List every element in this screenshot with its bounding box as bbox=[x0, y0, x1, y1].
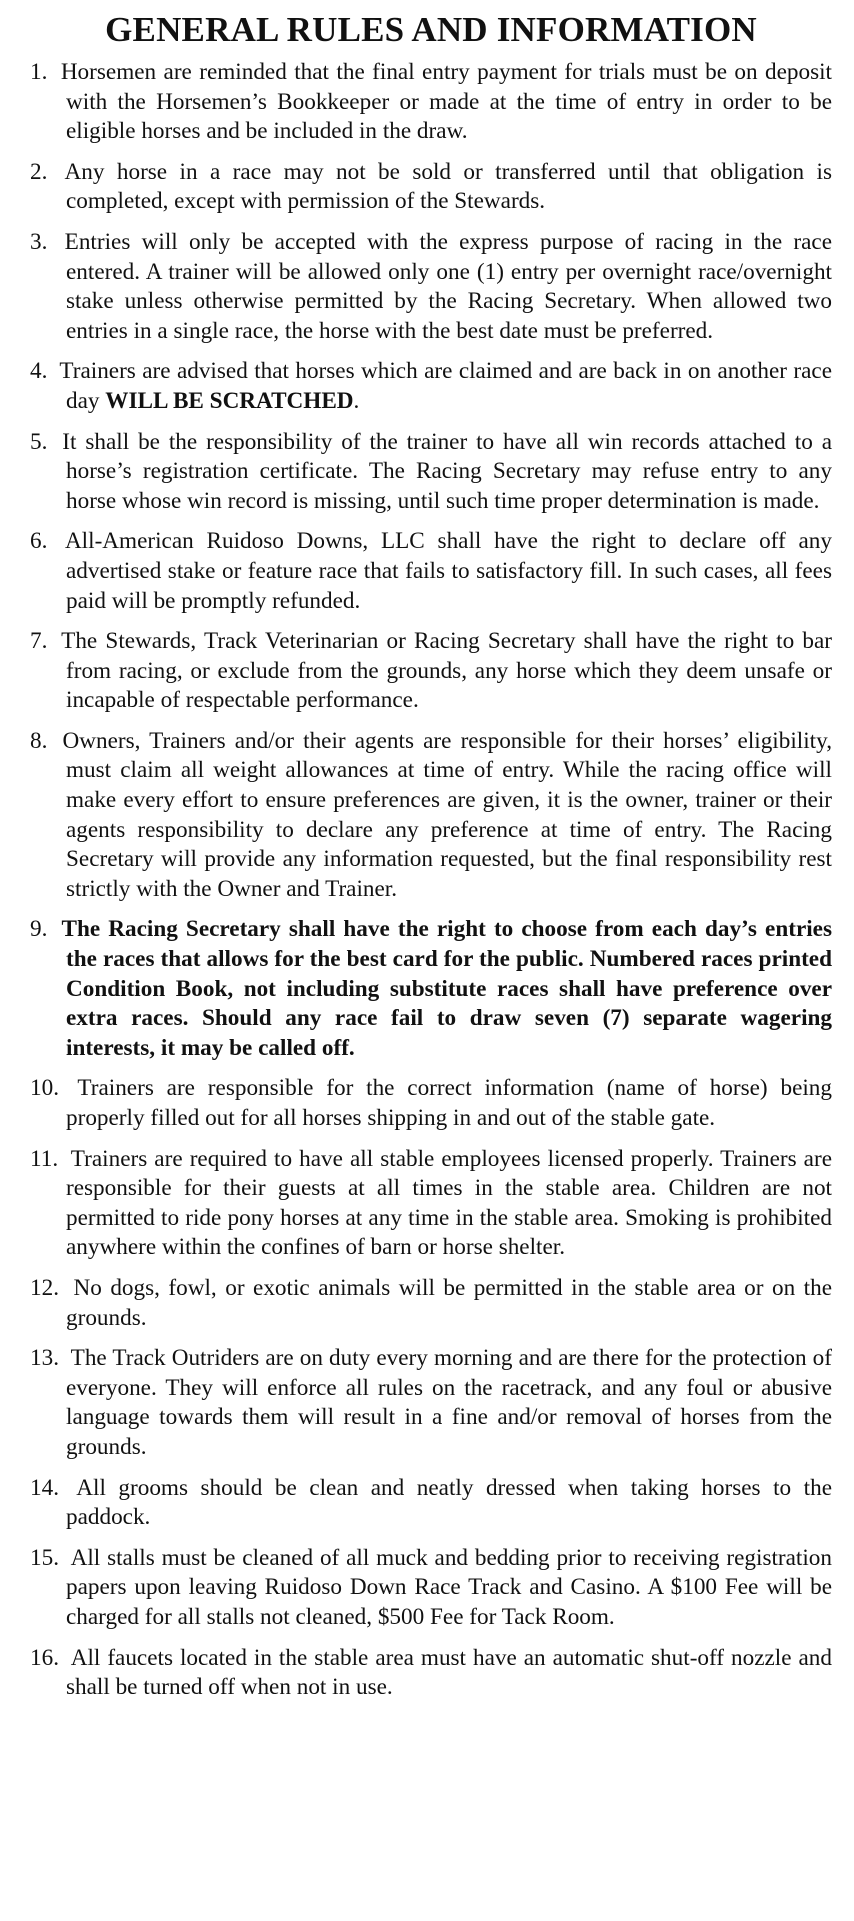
rule-text: The Racing Secretary shall have the right to choose from each day’s entries the races that allows for the best card for the public. Numbered races printed Condition Book, not including substitute races shall have preference over extra races. Should any race fail to draw seven (7) separate wagering interests, it may be called off. bbox=[61, 916, 832, 1061]
rule-item bbox=[30, 1344, 832, 1462]
rules-list bbox=[30, 58, 832, 1703]
rule-text: Any horse in a race may not be sold or transferred until that obligation is completed, except with permission of the Stewards. bbox=[64, 158, 832, 215]
rule-text: Horsemen are reminded that the final entry payment for trials must be on deposit with the Horsemen’s Bookkeeper or made at the time of entry in order to be eligible horses and be included in the draw. bbox=[60, 59, 833, 145]
rule-number: 16. bbox=[30, 1644, 59, 1671]
rule-text: No dogs, fowl, or exotic animals will be permitted in the stable area or on the grounds. bbox=[66, 1274, 832, 1331]
rule-text: Entries will only be accepted with the express purpose of racing in the race entered. A trainer will be allowed only one (1) entry per overnight race/overnight stake unless otherwise permitted by the Racing Secretary. When allowed two entries in a single race, the horse with the best date must be preferred. bbox=[64, 228, 832, 344]
rule-emphasis: WILL BE SCRATCHED bbox=[105, 387, 354, 414]
rule-text: All stalls must be cleaned of all muck and bedding prior to receiving registration papers upon leaving Ruidoso Down Race Track and Casino. A $100 Fee will be charged for all stalls not cleaned, $500 Fee for Tack Room. bbox=[66, 1544, 832, 1630]
rule-text bbox=[59, 358, 832, 414]
rule-text: It shall be the responsibility of the trainer to have all win records attached to a horse’s registration certificate. The Racing Secretary may refuse entry to any horse whose win record is missing, until such time proper determination is made. bbox=[62, 428, 832, 514]
rule-number: 8. bbox=[30, 727, 48, 754]
rule-number: 5. bbox=[30, 428, 48, 455]
rule-text: The Track Outriders are on duty every morning and are there for the protection of everyone. They will enforce all rules on the racetrack, and any foul or abusive language towards them will result in a fine and/or removal of horses from the grounds. bbox=[66, 1345, 832, 1460]
rule-text: All grooms should be clean and neatly dressed when taking horses to the paddock. bbox=[66, 1474, 832, 1531]
rule-item bbox=[30, 1074, 832, 1133]
rule-item bbox=[30, 428, 832, 517]
rule-item bbox=[30, 627, 832, 716]
rule-text-lead: Trainers are advised that horses which are claimed and are back in on another race day bbox=[59, 358, 832, 414]
rule-item-bold bbox=[30, 915, 832, 1063]
rule-item bbox=[30, 527, 832, 616]
rule-number: 4. bbox=[30, 358, 48, 385]
rule-item bbox=[30, 228, 832, 346]
rule-number: 6. bbox=[30, 528, 48, 555]
rule-text-suffix: . bbox=[353, 387, 360, 414]
rule-number: 13. bbox=[30, 1345, 59, 1372]
rule-item bbox=[30, 58, 832, 147]
rule-number: 7. bbox=[30, 628, 48, 655]
rule-text: All-American Ruidoso Downs, LLC shall have the right to declare off any advertised stake or feature race that fails to satisfactory fill. In such cases, all fees paid will be promptly refunded. bbox=[64, 528, 832, 614]
rule-item bbox=[30, 1145, 832, 1263]
rule-item bbox=[30, 1274, 832, 1333]
rule-item bbox=[30, 1474, 832, 1533]
rule-number: 10. bbox=[30, 1075, 59, 1102]
rule-number: 1. bbox=[30, 59, 48, 85]
rule-number: 11. bbox=[30, 1145, 59, 1172]
rule-item bbox=[30, 1644, 832, 1703]
page-title: GENERAL RULES AND INFORMATION bbox=[105, 10, 757, 49]
rule-text: Owners, Trainers and/or their agents are responsible for their horses’ eligibility, must claim all weight allowances at time of entry. While the racing office will make every effort to ensure preferences are given, it is the owner, trainer or their agents responsibility to declare any preference at time of entry. The Racing Secretary will provide any information requested, but the final responsibility rest strictly with the Owner and Trainer. bbox=[62, 727, 832, 902]
rule-item bbox=[30, 158, 832, 217]
rule-text: All faucets located in the stable area must have an automatic shut-off nozzle and shall be turned off when not in use. bbox=[66, 1644, 832, 1701]
rule-number: 12. bbox=[30, 1274, 59, 1301]
rule-number: 14. bbox=[30, 1474, 59, 1501]
rule-item bbox=[30, 1544, 832, 1633]
rule-item bbox=[30, 357, 832, 416]
rule-item bbox=[30, 727, 832, 905]
rule-number: 9. bbox=[30, 916, 48, 943]
rule-text: Trainers are required to have all stable employees licensed properly. Trainers are responsible for their guests at all times in the stable area. Children are not permitted to ride pony horses at any time in the stable area. Smoking is prohibited anywhere within the confines of barn or horse shelter. bbox=[66, 1145, 832, 1261]
rule-number: 3. bbox=[30, 228, 48, 255]
rule-text: Trainers are responsible for the correct information (name of horse) being properly filled out for all horses shipping in and out of the stable gate. bbox=[66, 1075, 832, 1131]
rule-number: 15. bbox=[30, 1544, 59, 1571]
rule-text: The Stewards, Track Veterinarian or Racing Secretary shall have the right to bar from racing, or exclude from the grounds, any horse which they deem unsafe or incapable of respectable performance. bbox=[61, 628, 832, 714]
rule-number: 2. bbox=[30, 158, 48, 185]
